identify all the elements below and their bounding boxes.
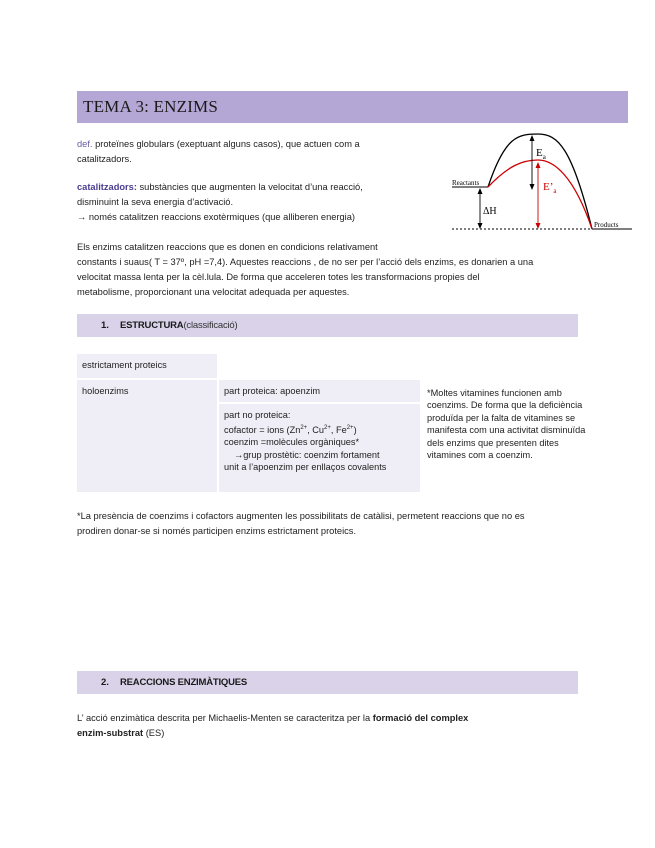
ea-prime-label: $E’_a$ xyxy=(543,181,557,195)
cat-text-2: disminuint la seva energia d’activació. xyxy=(77,197,234,207)
ea-prime-arrow-head-top xyxy=(536,162,541,168)
table-cell-apoenzyme: part proteica: apoenzim xyxy=(219,380,420,402)
bold-es-complex-1: formació del complex xyxy=(372,713,469,723)
energy-diagram xyxy=(450,128,635,236)
table-cell-holoenzymes: holoenzims xyxy=(77,380,217,492)
cat-text-1: substàncies que augmenten la velocitat d’una reacció, xyxy=(136,182,363,192)
products-label: Products xyxy=(594,221,619,229)
ea-arrow-head-bottom xyxy=(530,184,535,190)
table-cell-strict-proteins: estrictament proteics xyxy=(77,354,217,378)
page-title: TEMA 3: ENZIMS xyxy=(83,97,219,116)
section-reactions-header xyxy=(77,671,578,694)
intro-paragraph xyxy=(77,240,592,300)
cat-label: catalitzadors: xyxy=(77,182,137,192)
section-1-title: ESTRUCTURA(classificació) xyxy=(120,320,238,331)
paragraph-line-2: constants i suaus( T = 37º, pH =7,4). Aquestes reaccions , de no ser per l’acció dels enzims, es donarien a una xyxy=(77,257,534,267)
footnote: *La presència de coenzims i cofactors augmenten les possibilitats de catàlisi, permetent reaccions que no es prodiren donar-se si només participen enzims estrictament proteics. xyxy=(77,511,525,536)
paragraph-line-1: Els enzims catalitzen reaccions que es donen en condicions relativament xyxy=(77,242,378,252)
ea-arrow-head-top xyxy=(530,135,535,141)
section-structure-header xyxy=(77,314,578,337)
title-bar xyxy=(77,91,628,123)
cat-text-3: → només catalitzen reaccions exotèrmiques (que alliberen energia) xyxy=(77,212,356,222)
reactants-label: Reactants xyxy=(452,179,480,187)
table-cell-vitamins-note: *Moltes vitamines funcionen amb coenzims. De forma que la deficiència produïda per la falta de vitamines se manifesta com una activitat disminuïda dels enzims que presenten dites vitamines com a coenzim. xyxy=(427,388,586,461)
bold-es-complex-2: enzim-substrat xyxy=(77,728,144,738)
dh-arrow-head-bottom xyxy=(478,223,483,229)
section-1-subtitle: (classificació) xyxy=(183,320,238,331)
def-label: def. xyxy=(77,139,93,149)
dh-arrow-head-top xyxy=(478,188,483,194)
catalysts-definition xyxy=(77,180,363,225)
section-2-number: 2. xyxy=(101,677,109,688)
michaelis-menten-paragraph: L’ acció enzimàtica descrita per Michaelis-Menten se caracteritza per la formació del complex enzim-substrat (ES) xyxy=(77,713,469,738)
catalyzed-curve xyxy=(488,160,592,229)
cofactor-line: cofactor = ions ($Zn^{2+}$, $Cu^{2+}$, $Fe^{2+}$) xyxy=(224,424,357,435)
paragraph-line-3: velocitat massa lenta per la cèl.lula. De forma que acceleren totes les transformacions propies del xyxy=(77,272,480,282)
def-text-1: proteïnes globulars (exeptuant alguns casos), que actuen com a xyxy=(92,139,360,149)
ea-label: $E_a$ xyxy=(536,147,546,161)
paragraph-line-4: metabolisme, proporcionant una velocitat adequada per aquestes. xyxy=(77,287,350,297)
table-cell-non-protein: part no proteica: cofactor = ions ($Zn^{2+}$, $Cu^{2+}$, $Fe^{2+}$) coenzim =molècules orgàniques* →grup prostètic: coenzim fortament unit a l’apoenzim per enllaços covalents xyxy=(219,404,420,492)
section-2-title: REACCIONS ENZIMÀTIQUES xyxy=(120,677,248,688)
definition xyxy=(77,137,360,167)
ea-prime-arrow-head-bottom xyxy=(536,223,541,229)
dh-label: ΔH xyxy=(483,206,497,217)
def-text-2: catalitzadors. xyxy=(77,154,132,164)
section-1-number: 1. xyxy=(101,320,109,331)
